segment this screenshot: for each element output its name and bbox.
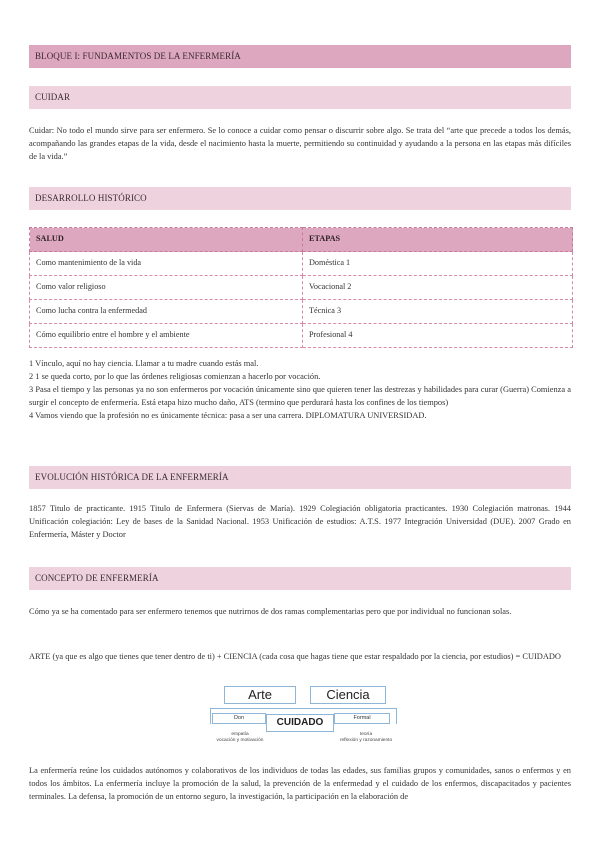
section-heading-cuidar bbox=[29, 86, 571, 109]
cuidado-box bbox=[266, 714, 334, 732]
cuidado-label: CUIDADO bbox=[276, 717, 324, 729]
left-note: empatía vocación y motivación bbox=[216, 732, 264, 743]
section-heading-text: CUIDAR bbox=[35, 91, 71, 102]
concepto-paragraph-1: Cómo ya se ha comentado para ser enfermero tenemos que nutrirnos de dos ramas complementarias pero que por individual no funcionan solas. bbox=[29, 607, 512, 616]
concepto-paragraph-2: ARTE (ya que es algo que tienes que tener dentro de ti) + CIENCIA (cada cosa que hagas tiene que estar respaldado por la ciencia, por estudios) = CUIDADO bbox=[29, 652, 561, 661]
connector-line bbox=[210, 708, 306, 709]
arte-box bbox=[224, 686, 296, 704]
table-header-row bbox=[30, 228, 573, 252]
concepto-paragraph-3: La enfermería reúne los cuidados autónomos y colaborativos de los individuos de todas las edades, sus familias grupos y comunidades, sanos o enfermos y en todos los ámbitos. La enfermería incluye la promoción de la salud, la prevención de la enfermedad y el cuidado de los enfermos, discapacitados y pacientes terminales. La defensa, la promoción de un entorno seguro, la investigación, la participación en la elaboración de bbox=[29, 766, 571, 802]
connector-line bbox=[396, 708, 397, 724]
etapas-notes bbox=[29, 357, 571, 422]
table-cell: Profesional 4 bbox=[303, 324, 573, 348]
table-cell: Como mantenimiento de la vida bbox=[30, 252, 303, 276]
table-cell: Doméstica 1 bbox=[303, 252, 573, 276]
etapas-table bbox=[29, 227, 573, 348]
table-header-salud: SALUD bbox=[30, 228, 303, 252]
table-cell: Como lucha contra la enfermedad bbox=[30, 300, 303, 324]
table-cell: Vocacional 2 bbox=[303, 276, 573, 300]
block-title bbox=[29, 45, 571, 68]
table-row bbox=[30, 324, 573, 348]
section-heading-text: DESARROLLO HISTÓRICO bbox=[35, 192, 147, 203]
table-cell: Cómo equilibrio entre el hombre y el ambiente bbox=[30, 324, 303, 348]
section-heading-text: CONCEPTO DE ENFERMERÍA bbox=[35, 572, 159, 583]
note-item: 4 Vamos viendo que la profesión no es únicamente técnica: pasa a ser una carrera. DIPLOMATURA UNIVERSIDAD. bbox=[29, 411, 427, 421]
evolucion-paragraph: 1857 Titulo de practicante. 1915 Titulo de Enfermera (Siervas de María). 1929 Colegiación obligatoria practicantes. 1930 Colegiación matronas. 1944 Unificación colegiación: Ley de bases de la Sanidad Nacional. 1953 Unificación de estudios: A.T.S. 1977 Integración Universidad (DUE). 2007 Grado en Enfermería, Máster y Doctor bbox=[29, 504, 571, 540]
section-heading-desarrollo bbox=[29, 187, 571, 210]
section-heading-concepto bbox=[29, 567, 571, 590]
arte-ciencia-diagram bbox=[208, 684, 408, 752]
don-label: Don bbox=[233, 715, 245, 722]
note-item: 3 Pasa el tiempo y las personas ya no son enfermeros por vocación únicamente sino que quieren tener las destrezas y habilidades para curar (Guerra) Comienza a surgir el concepto de enfermería. Está etapa hizo mucho daño, ATS (termino que perdurará hasta los confines de los tiempos) bbox=[29, 385, 571, 408]
table-cell: Técnica 3 bbox=[303, 300, 573, 324]
table-row bbox=[30, 252, 573, 276]
ciencia-label: Ciencia bbox=[326, 686, 370, 702]
note-item: 1 Vínculo, aquí no hay ciencia. Llamar a tu madre cuando estás mal. bbox=[29, 359, 259, 368]
table-row bbox=[30, 300, 573, 324]
formal-label: Formal bbox=[353, 715, 371, 722]
right-note: teoría reflexión y razonamiento bbox=[339, 732, 393, 743]
formal-box bbox=[334, 713, 390, 724]
connector-line bbox=[210, 708, 211, 724]
section-heading-text: EVOLUCIÓN HISTÓRICA DE LA ENFERMERÍA bbox=[35, 471, 229, 482]
section-heading-evolucion bbox=[29, 466, 571, 489]
arte-label: Arte bbox=[248, 686, 272, 702]
table-row bbox=[30, 276, 573, 300]
table-header-etapas: ETAPAS bbox=[303, 228, 573, 252]
connector-line bbox=[304, 708, 396, 709]
don-box bbox=[212, 713, 266, 724]
note-item: 2 1 se queda corto, por lo que las órdenes religiosas comienzan a hacerlo por vocación. bbox=[29, 372, 321, 382]
table-cell: Como valor religioso bbox=[30, 276, 303, 300]
ciencia-box bbox=[310, 686, 386, 704]
cuidar-paragraph: Cuidar: No todo el mundo sirve para ser enfermero. Se lo conoce a cuidar como pensar o discurrir sobre algo. Se trata del “arte que precede a todos los demás, acompañando las grandes etapas de la vida, desde el nacimiento hasta la muerte, permitiendo su continuidad y ayudando a la persona en las etapas más difíciles de la vida.” bbox=[29, 126, 571, 162]
block-title-text: BLOQUE I: FUNDAMENTOS DE LA ENFERMERÍA bbox=[35, 50, 241, 61]
